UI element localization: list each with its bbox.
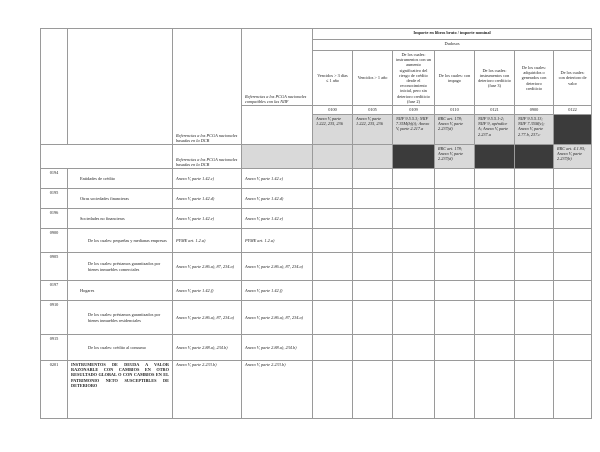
data-cell[interactable] [435,335,475,361]
row-label: De los cuales: préstamos garantizados por bienes inmuebles residenciales [68,301,173,335]
row-code: 0197 [41,281,68,301]
data-cell[interactable] [435,169,475,189]
data-cell[interactable] [393,335,435,361]
col-code: 0900 [515,106,554,115]
data-cell[interactable] [435,253,475,281]
row-code: 0195 [41,189,68,209]
data-cell[interactable] [393,253,435,281]
row2-ref: RRC art. 178; Anexo V, parte 2.237(d) [435,145,475,169]
data-cell[interactable] [515,335,554,361]
col-label: Vencidos > 1 año [353,51,393,106]
blank-ref [353,145,393,169]
data-cell[interactable] [554,281,592,301]
row-ref: PYME art. 1.2.a) [173,229,242,253]
ref-header-niif-cont [242,106,313,145]
data-cell[interactable] [393,169,435,189]
col-code: 0109 [393,106,435,115]
data-cell[interactable] [515,189,554,209]
subgroup-header: Dudosos [313,40,592,51]
row-ref: Anexo V, parte 1.42.e) [173,209,242,229]
row-ref: Anexo V, parte 2.86.a), 87, 234.a) [173,253,242,281]
data-cell[interactable] [353,301,393,335]
col-code: 0121 [475,106,515,115]
table-row [41,301,592,335]
row-ref: Anexo V, parte 1.42.f) [242,281,313,301]
data-cell[interactable] [313,301,353,335]
data-cell[interactable] [435,229,475,253]
data-cell[interactable] [554,253,592,281]
row2-ref: RRC art. 4.1.95; Anexo V, parte 2.237(b) [554,145,592,169]
row-label: Sociedades no financieras [68,209,173,229]
table-row [41,189,592,209]
data-cell[interactable] [313,169,353,189]
col-label: De los cuales: instrumentos con deterioro crediticio (fase 3) [475,51,515,106]
data-cell[interactable] [554,361,592,419]
row-label: Entidades de crédito [68,169,173,189]
row-ref: Anexo V, parte 2.233.b) [242,361,313,419]
row-label: Otras sociedades financieras [68,189,173,209]
col-code: 0100 [313,106,353,115]
data-cell[interactable] [554,209,592,229]
data-cell[interactable] [515,169,554,189]
data-cell[interactable] [353,209,393,229]
data-cell[interactable] [475,335,515,361]
data-cell[interactable] [435,281,475,301]
row-code: 0905 [41,253,68,281]
data-cell[interactable] [515,209,554,229]
row-code: 0915 [41,335,68,361]
data-cell[interactable] [353,169,393,189]
data-cell[interactable] [313,335,353,361]
data-cell[interactable] [554,169,592,189]
corner-cell [41,29,68,145]
row-label: De los cuales: pequeñas y medianas empresas [68,229,173,253]
row-ref: Anexo V, parte 1.42.d) [173,189,242,209]
col-label: De los cuales: instrumentos con un aumento significativo del riesgo de crédito desde el reconocimiento inicial, pero sin deterioro crediticio (fase 2) [393,51,435,106]
data-cell[interactable] [393,301,435,335]
row-ref: Anexo V, parte 1.42.f) [173,281,242,301]
row-ref: Anexo V, parte 2.86.a), 87, 234.a) [242,253,313,281]
blank-ref [313,145,353,169]
col-ref: NIIF 9.5.5.3; NIIF 7.35M(b)(i); Anexo V, parte 2.217.a [393,115,435,145]
blocked-cell [515,145,554,169]
data-cell[interactable] [313,361,353,419]
ref-header-dcb: Referencias a los PCGA nacionales basadas en la DCB [173,29,242,145]
row-ref: Anexo V, parte 1.42.e) [242,209,313,229]
row-label: INSTRUMENTOS DE DEUDA A VALOR RAZONABLE CON CAMBIOS EN OTRO RESULTADO GLOBAL O CON CAMBIOS EN EL PATRIMONIO NETO SUSCEPTIBLES DE DETERIORO [68,361,173,419]
table-row [41,281,592,301]
row-code: 0194 [41,169,68,189]
col-code: 0105 [353,106,393,115]
data-cell[interactable] [435,189,475,209]
row-ref: Anexo V, parte 2.88.a), 234.b) [173,335,242,361]
table-row [41,209,592,229]
group-header: Importe en libros bruto / importe nominal [313,29,592,40]
blocked-cell [393,145,435,169]
ref-header-dcb-2: Referencias a los PCGA nacionales basadas en la DCB [173,145,242,169]
regulatory-table [40,28,592,419]
data-cell[interactable] [475,281,515,301]
col-ref: NIIF 9.5.5.1-2; NIIF 9, apéndice A; Anexo V, parte 2.237.a [475,115,515,145]
data-cell[interactable] [515,281,554,301]
data-cell[interactable] [313,253,353,281]
data-cell[interactable] [393,229,435,253]
data-cell[interactable] [353,335,393,361]
data-cell[interactable] [515,361,554,419]
col-code: 0122 [554,106,592,115]
data-cell[interactable] [475,169,515,189]
corner-cell-label [68,29,173,145]
data-cell[interactable] [393,361,435,419]
data-cell[interactable] [435,301,475,335]
table-row [41,229,592,253]
row-ref: Anexo V, parte 2.88.a), 234.b) [242,335,313,361]
data-cell[interactable] [353,361,393,419]
data-cell[interactable] [554,229,592,253]
row-label: De los cuales: crédito al consumo [68,335,173,361]
col-ref: NIIF 9.5.5.13; NIIF 7.35M(c); Anexo V, parte 2.77.b, 237.c [515,115,554,145]
col-ref: Anexo V, parte 1.222, 235, 236 [353,115,393,145]
col-ref-blocked [554,115,592,145]
data-cell[interactable] [475,189,515,209]
data-cell[interactable] [554,189,592,209]
row-ref: Anexo V, parte 2.233.b) [173,361,242,419]
data-cell[interactable] [475,209,515,229]
data-cell[interactable] [435,361,475,419]
data-cell[interactable] [313,229,353,253]
blank-ref [242,145,313,169]
data-cell[interactable] [313,189,353,209]
col-code: 0110 [435,106,475,115]
row-ref: Anexo V, parte 1.42.d) [242,189,313,209]
data-cell[interactable] [353,253,393,281]
row-label: Hogares [68,281,173,301]
data-cell[interactable] [515,229,554,253]
blank-header-cell [41,145,173,169]
data-cell[interactable] [353,229,393,253]
row-code: 0201 [41,361,68,419]
col-label: De los cuales: adquiridos o generados con deterioro crediticio [515,51,554,106]
row-ref: PYME art. 1.2.a) [242,229,313,253]
ref-header-niif: Referencias a los PCGA nacionales compatibles con las NIIF [242,29,313,106]
col-label: De los cuales: con impago [435,51,475,106]
col-ref: RRC art. 178; Anexo V, parte 2.237(d) [435,115,475,145]
data-cell[interactable] [353,281,393,301]
table-row [41,253,592,281]
row-ref: Anexo V, parte 1.42.c) [242,169,313,189]
table-row [41,361,592,419]
data-cell[interactable] [435,209,475,229]
row-ref: Anexo V, parte 1.42.c) [173,169,242,189]
col-ref: Anexo V, parte 1.222, 235, 236 [313,115,353,145]
row-code: 0900 [41,229,68,253]
row-code: 0910 [41,301,68,335]
data-cell[interactable] [475,253,515,281]
table-row [41,169,592,189]
data-cell[interactable] [353,189,393,209]
col-label: Vencidos > 3 días ≤ 1 año [313,51,353,106]
col-label: De los cuales: con deterioro de valor [554,51,592,106]
data-cell[interactable] [393,209,435,229]
table-row [41,335,592,361]
data-cell[interactable] [313,209,353,229]
row-code: 0196 [41,209,68,229]
row-ref: Anexo V, parte 2.86.a), 87, 234.a) [173,301,242,335]
data-cell[interactable] [475,229,515,253]
data-cell[interactable] [313,281,353,301]
data-cell[interactable] [515,301,554,335]
data-cell[interactable] [393,189,435,209]
row-ref: Anexo V, parte 2.86.a), 87, 234.a) [242,301,313,335]
row-label: De los cuales: préstamos garantizados por bienes inmuebles comerciales [68,253,173,281]
data-cell[interactable] [475,361,515,419]
blocked-cell [475,145,515,169]
data-cell[interactable] [554,335,592,361]
data-cell[interactable] [554,301,592,335]
data-cell[interactable] [515,253,554,281]
data-cell[interactable] [393,281,435,301]
data-cell[interactable] [475,301,515,335]
